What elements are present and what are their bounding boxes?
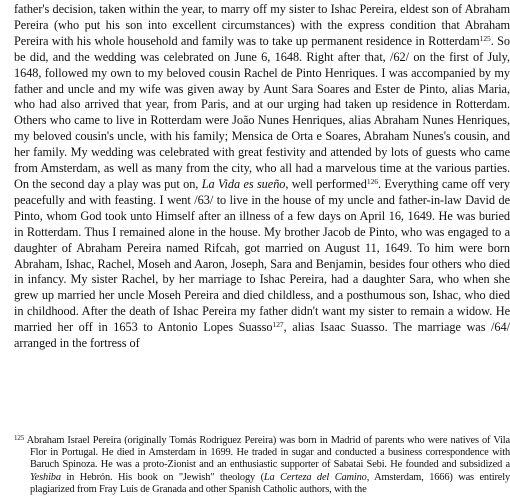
footnote-text: , Amsterdam, 1666) was entirely plagiarized from Fray Luis de Granada and other Spanish Catholic authors, with the: [30, 471, 510, 495]
footnote-number: 125: [14, 434, 25, 442]
footnotes: [14, 435, 510, 496]
body-text: father's decision, taken within the year, to marry off my sister to Ishac Pereira, eldest son of Abraham Pereira (who put his son into excellent circumstances) with the express condition that Abraham Pereira with his whole household and family was to take up permanent residence in Rotterdam: [14, 2, 510, 48]
body-text: . Everything came off very peacefully and with feasting. I went /63/ to live in the house of my uncle and father-in-law David de Pinto, whom God took unto Himself after an illness of a few days on April 16, 1649. He was buried in Rotterdam. Thus I remained alone in the house. My brother Jacob de Pinto, who was engaged to a daughter of Abraham Pereira named Rifcah, got married on August 11, 1649. To him were born Abraham, Ishac, Rachel, Moseh and Aaron, Joseph, Sara and Benjamin, besides four others who died in infancy. My sister Rachel, by her marriage to Ishac Pereira, had a daughter Sara, who when she grew up married her uncle Moseh Pereira and died childless, and a posthumous son, Ishac, who died in childhood. After the death of Ishac Pereira my father didn't want my sister to remain a widow. He married her off in 1653 to Antonio Lopes Suasso: [14, 176, 510, 335]
body-text: , alias Isaac Suasso. The marriage was /64/ arranged in the fortress of: [14, 320, 510, 351]
footnote-ref-126[interactable]: 126: [366, 176, 378, 186]
body-text: . So be did, and the wedding was celebrated on June 6, 1648. Right after that, /62/ on the first of July, 1648, followed my own to my beloved cousin Rachel de Pinto Henriques. I was accompanied by my father and uncle and my wife was given away by Aunt Sara Soares and Ester de Pinto, alias Maria, who had also arrived that year, from Paris, and at our urging had taken up residence in Rotterdam. Others who came to live in Rotterdam were João Nunes Henriques, alias Abraham Nunes Henriques, my beloved cousin's uncle, with his family; Mensica de Orta e Soares, Abraham Nunes's cousin, and her family. My wedding was celebrated with great festivity and attended by lots of guests who came from Amsterdam, as well as many from the city, who all had a marvelous time at the various parties. On the second day a play was put on,: [14, 33, 510, 191]
footnote-italic: Yeshiba: [30, 471, 61, 483]
footnote-text: in Hebrón. His book on "Jewish" theology (: [60, 471, 264, 483]
play-title: La Vida es sueño: [201, 176, 286, 191]
footnote-text: Abraham Israel Pereira (originally Tomás Rodriguez Pereira) was born in Madrid of parents who were natives of Vila Flor in Portugal. He died in Amsterdam in 1699. He traded in sugar and conducted a business correspondence with Baruch Spinoza. He was a proto-Zionist and an enthusiastic supporter of Sabatai Sebi. He founded and subsidized a: [24, 435, 510, 471]
book-title: La Certeza del Camino: [263, 471, 367, 483]
footnote-125: [14, 435, 510, 496]
main-text: [14, 2, 510, 352]
body-text: , well performed: [285, 176, 367, 191]
footnote-ref-127[interactable]: 127: [272, 320, 284, 330]
footnote-ref-125[interactable]: 125: [479, 33, 491, 43]
body-paragraph: [14, 2, 510, 352]
